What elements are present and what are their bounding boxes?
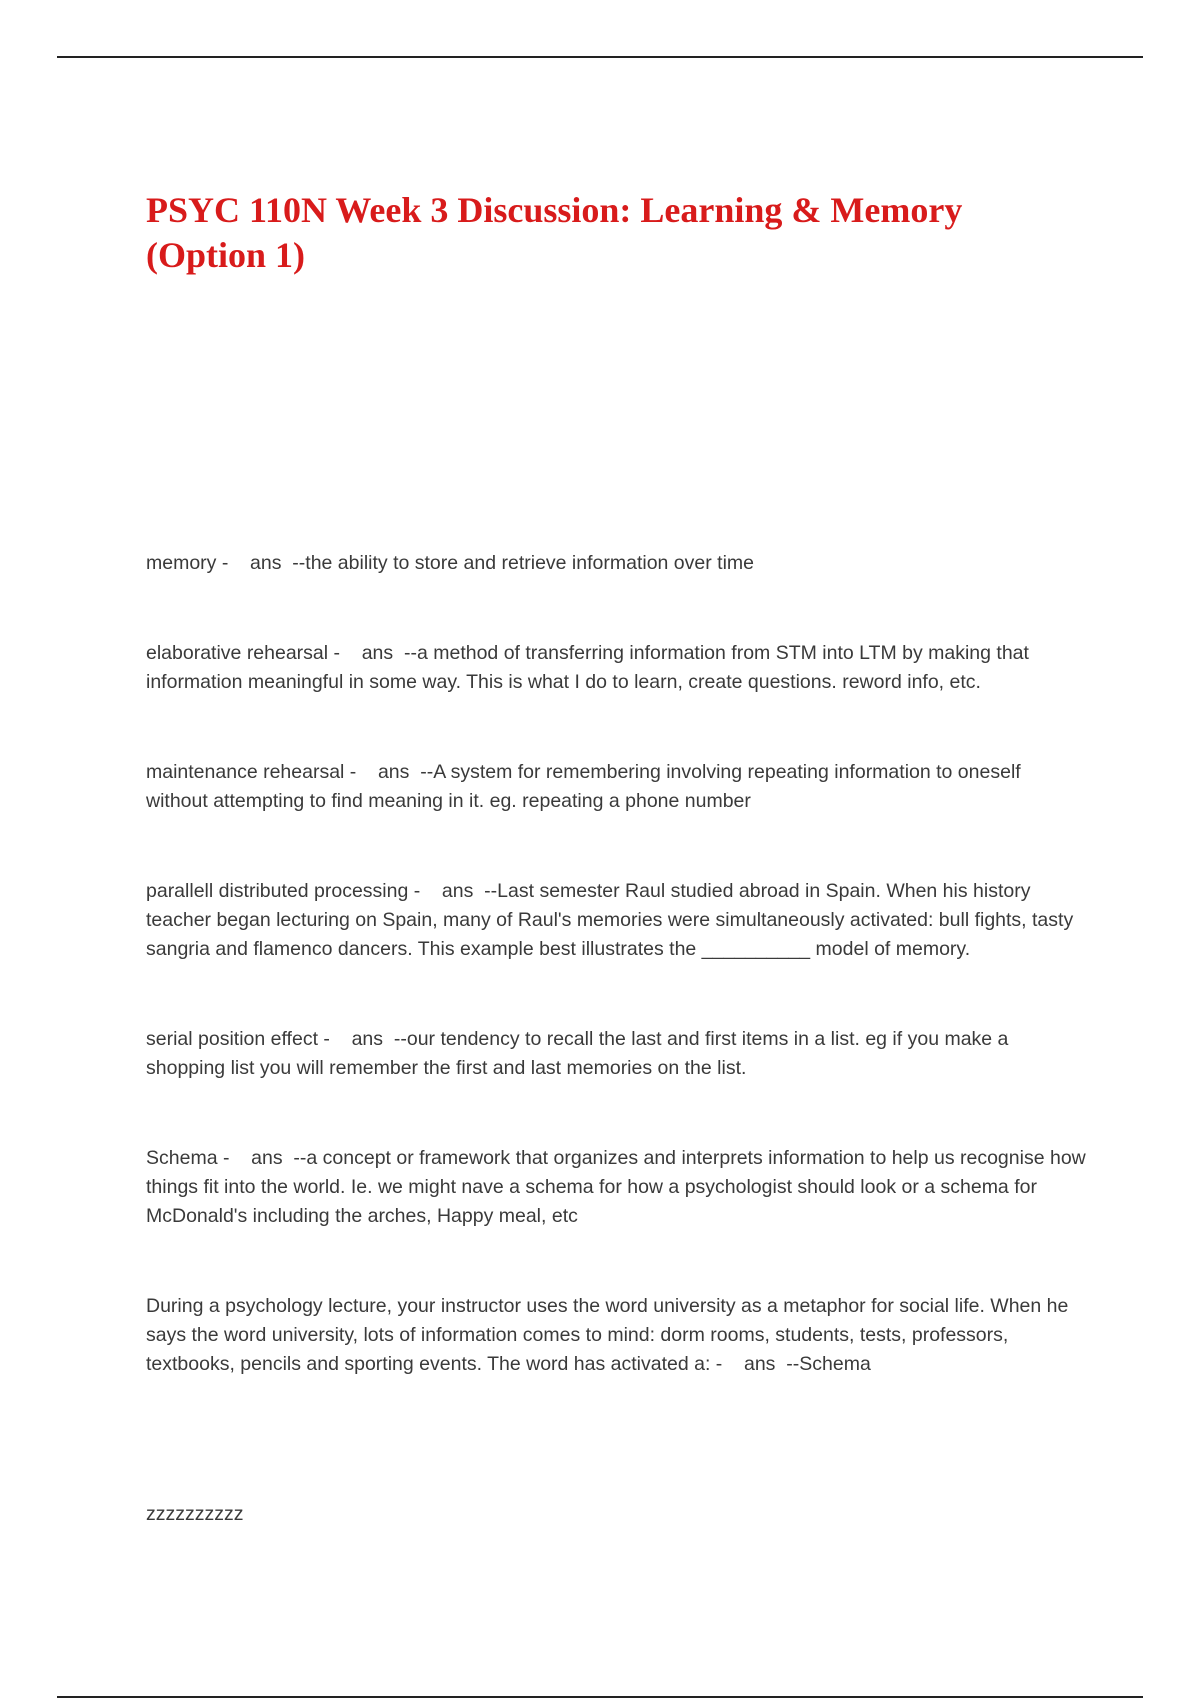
list-item: [146, 1025, 1086, 1083]
entry-definition: Last semester Raul studied abroad in Spain. When his history teacher began lecturing on Spain, many of Raul's memories were simultaneously activated: bull fights, tasty sangria and flamenco dancers. This example best illustrates the __________ model of memory.: [146, 880, 1074, 960]
entry-term: Schema: [146, 1147, 218, 1169]
list-item: [146, 1292, 1086, 1379]
entry-definition: A system for remembering involving repeating information to oneself without attempting to find meaning in it. eg. repeating a phone number: [146, 761, 1021, 812]
list-item: [146, 758, 1086, 816]
entry-term: maintenance rehearsal: [146, 761, 345, 783]
top-rule: [57, 56, 1143, 58]
entry-definition: our tendency to recall the last and first items in a list. eg if you make a shopping list you will remember the first and last memories on the list.: [146, 1028, 1009, 1079]
list-item: [146, 549, 1086, 578]
entry-separator: - ans --: [408, 880, 498, 902]
entry-separator: - ans --: [344, 761, 434, 783]
document-body: [146, 188, 1086, 1379]
footer-note: zzzzzzzzzz: [146, 1503, 244, 1525]
entry-definition: a concept or framework that organizes and interprets information to help us recognise how things fit into the world. Ie. we might nave a schema for how a psychologist should look or a schema for McDonald's including the arches, Happy meal, etc: [146, 1147, 1086, 1227]
list-item: [146, 639, 1086, 697]
list-item: [146, 877, 1086, 964]
bottom-rule: [57, 1696, 1143, 1698]
entry-term: parallell distributed processing: [146, 880, 409, 902]
entry-term: memory: [146, 552, 217, 574]
entry-separator: - ans --: [710, 1353, 800, 1375]
list-item: [146, 1144, 1086, 1231]
flashcard-list: [146, 549, 1086, 1379]
entry-separator: - ans --: [217, 1147, 307, 1169]
entry-separator: - ans --: [216, 552, 306, 574]
entry-definition: Schema: [799, 1353, 871, 1375]
page-title: PSYC 110N Week 3 Discussion: Learning & Memory (Option 1): [146, 190, 963, 275]
entry-separator: - ans --: [328, 642, 417, 664]
entry-separator: - ans --: [318, 1028, 407, 1050]
entry-definition: the ability to store and retrieve information over time: [305, 552, 754, 574]
entry-term: During a psychology lecture, your instructor uses the word university as a metaphor for social life. When he says the word university, lots of information comes to mind: dorm rooms, students, tests, professors, textbooks, pencils and sporting events. The word has activated a:: [146, 1295, 1069, 1375]
entry-term: serial position effect: [146, 1028, 318, 1050]
entry-term: elaborative rehearsal: [146, 642, 329, 664]
entry-definition: a method of transferring information from STM into LTM by making that information meaningful in some way. This is what I do to learn, create questions. reword info, etc.: [146, 642, 1029, 693]
